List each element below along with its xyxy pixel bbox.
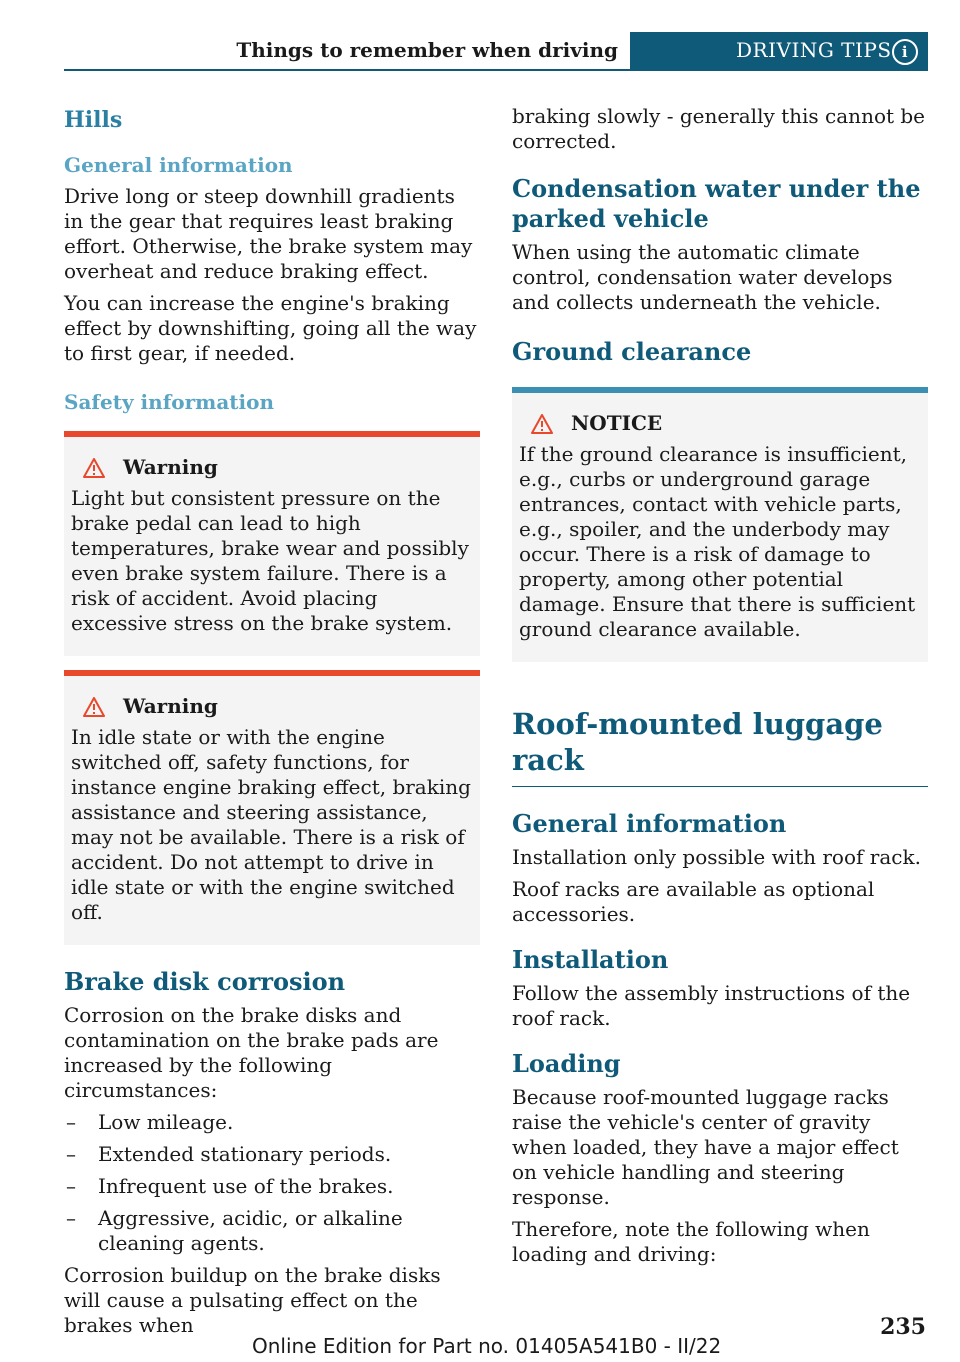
warning-text: Light but consistent pressure on the brake pedal can lead to high temperatures, brake wear and possibly even brake system failure. There is a risk of accident. Avoid placing excessive stress on the brake system.	[71, 486, 469, 635]
roof-general-paragraph-2: Roof racks are available as optional accessories.	[512, 877, 875, 926]
hills-heading: Hills	[64, 107, 123, 133]
list-item: – Aggressive, acidic, or alkaline cleaning agents.	[66, 1206, 403, 1255]
page-footer	[0, 1314, 960, 1358]
notice-text: If the ground clearance is insufficient, e.g., curbs or underground garage entrances, contact with vehicle parts, e.g., spoiler, and the underbody may occur. There is a risk of damage to property, among other potential damage. Ensure that there is sufficient ground clearance available.	[519, 442, 916, 641]
warning-label: Warning	[123, 455, 218, 479]
notice-label: NOTICE	[571, 411, 663, 435]
warning-label: Warning	[123, 694, 218, 718]
warning-box-1	[64, 431, 480, 656]
warning-icon	[83, 697, 105, 717]
general-information-heading: General information	[64, 153, 293, 177]
continuation-paragraph: braking slowly - generally this cannot be corrected.	[512, 104, 926, 153]
loading-paragraph-2: Therefore, note the following when loading and driving:	[512, 1217, 870, 1266]
notice-icon	[531, 414, 553, 434]
installation-heading: Installation	[512, 945, 669, 974]
warning-icon	[83, 458, 105, 478]
condensation-heading: Condensation water under the parked vehicle	[512, 174, 921, 233]
heading-rule	[512, 786, 928, 787]
corrosion-list	[64, 1110, 480, 1256]
general-paragraph-1: Drive long or steep downhill gradients in the gear that requires least braking effort. Otherwise, the brake system may overheat and reduce braking effect.	[64, 184, 473, 283]
chapter-title: DRIVING TIPS	[736, 38, 892, 62]
page-number: 235	[880, 1314, 926, 1340]
installation-text: Follow the assembly instructions of the roof rack.	[512, 981, 911, 1030]
brake-disk-corrosion-heading: Brake disk corrosion	[64, 967, 346, 996]
roof-general-heading: General information	[512, 809, 787, 838]
condensation-text: When using the automatic climate control, condensation water develops and collects underneath the vehicle.	[512, 240, 893, 314]
safety-information-heading: Safety information	[64, 390, 275, 414]
page-header	[64, 32, 928, 71]
corrosion-outro: Corrosion buildup on the brake disks will cause a pulsating effect on the brakes when	[64, 1263, 441, 1337]
loading-paragraph-1: Because roof-mounted luggage racks raise the vehicle's center of gravity when loaded, they have a major effect on vehicle handling and steering response.	[512, 1085, 899, 1209]
header-rule	[64, 69, 630, 71]
roof-general-paragraph-1: Installation only possible with roof rack.	[512, 845, 921, 869]
section-title: Things to remember when driving	[236, 38, 618, 62]
list-item: – Extended stationary periods.	[66, 1142, 392, 1166]
edition-text: Online Edition for Part no. 01405A541B0 - II/22	[252, 1334, 722, 1358]
chapter-tab	[630, 32, 928, 71]
right-column	[512, 104, 928, 1274]
corrosion-intro: Corrosion on the brake disks and contamination on the brake pads are increased by the following circumstances:	[64, 1003, 439, 1102]
notice-box	[512, 387, 928, 662]
list-item: – Infrequent use of the brakes.	[66, 1174, 394, 1198]
general-paragraph-2: You can increase the engine's braking effect by downshifting, going all the way to first gear, if needed.	[64, 291, 477, 365]
warning-box-2	[64, 670, 480, 945]
loading-heading: Loading	[512, 1049, 621, 1078]
left-column	[64, 104, 480, 1345]
info-icon: i	[892, 39, 918, 65]
list-item: – Low mileage.	[66, 1110, 234, 1134]
warning-text: In idle state or with the engine switched off, safety functions, for instance engine braking effect, braking assistance and steering assistance, may not be available. There is a risk of accident. Do not attempt to drive in idle state or with the engine switched off.	[71, 725, 471, 924]
ground-clearance-heading: Ground clearance	[512, 337, 752, 366]
roof-rack-heading: Roof-mounted luggage rack	[512, 707, 883, 777]
